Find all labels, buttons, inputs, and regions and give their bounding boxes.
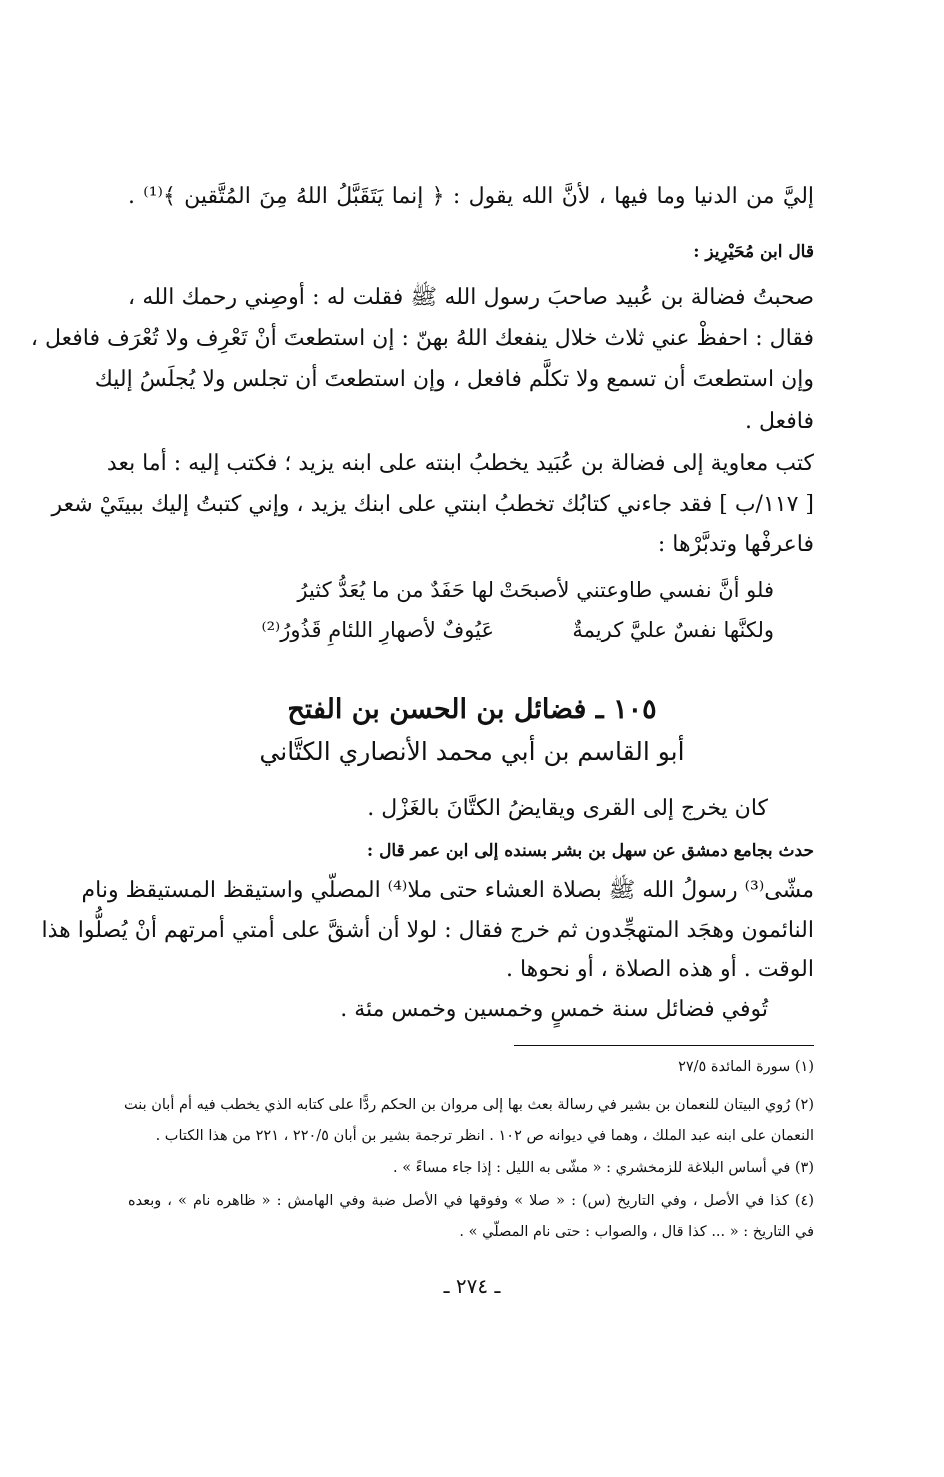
text-line: فاعرفْها وتدبَّرْها : [657,532,814,557]
poem-hemistich: فلو أنَّ نفسي طاوعتني لأصبحَتْ [499,578,774,602]
footnote: (١) سورة المائدة ٢٧/٥ [678,1059,814,1075]
text-line: فقال : احفظْ عني ثلاث خلال ينفعك اللهُ بهنّ : إن استطعتَ أنْ تَعْرِف ولا تُعْرَف فافعل ، [30,326,814,351]
text-line: فافعل . [745,409,814,434]
poem-hemistich: ولكنَّها نفسٌ عليَّ كريمةٌ [572,618,774,642]
footnote: (٤) كذا في الأصل ، وفي التاريخ (س) : « صلا » وفوقها في الأصل ضبة وفي الهامش : « ظاهره نام » ، وبعده [128,1193,814,1209]
text-line: تُوفي فضائل سنة خمسٍ وخمسين وخمس مئة . [340,997,768,1022]
entry-subtitle: أبو القاسم بن أبي محمد الأنصاري الكتَّاني [259,737,685,766]
footnote: (٢) رُوي البيتان للنعمان بن بشير في رسالة بعث بها إلى مروان بن الحكم ردًّا على كتابه الذي يخطب فيه أم أبان بنت [123,1097,814,1113]
text-line: إليَّ من الدنيا وما فيها ، لأنَّ الله يقول : ﴿ إنما يَتَقَبَّلُ اللهُ مِنَ المُتَّقين ﴾⁽¹⁾ . [128,184,815,209]
text-line: مشّى⁽³⁾ رسولُ الله ﷺ بصلاة العشاء حتى ملا⁽⁴⁾ المصلّي واستيقظ المستيقظ ونام [81,878,814,903]
footnote-separator [514,1045,814,1046]
text-line: الوقت . أو هذه الصلاة ، أو نحوها . [505,957,814,982]
poem-hemistich: لها حَفَدٌ من ما يُعَدُّ كثيرُ [297,578,494,602]
text-line: [ ١١٧/ب ] فقد جاءني كتابُك تخطبُ ابنتي على ابنك يزيد ، وإني كتبتُ إليك ببيتَيْ شعر [51,492,814,517]
text-line: النائمون وهجَد المتهجِّدون ثم خرج فقال : لولا أن أشقَّ على أمتي أمرتهم أنْ يُصلُّوا هذا [41,918,814,943]
text-line: صحبتُ فضالة بن عُبيد صاحبَ رسول الله ﷺ فقلت له : أوصِني رحمك الله ، [128,285,814,310]
footnote: النعمان على ابنه عبد الملك ، وهما في ديوانه ص ١٠٢ . انظر ترجمة بشير بن أبان ٢٢٠/٥ ، ٢٢١ من هذا الكتاب . [155,1128,814,1144]
entry-title: ١٠٥ ـ فضائل بن الحسن بن الفتح [287,694,657,725]
text-line: كان يخرج إلى القرى ويقايضُ الكتَّانَ بالغَزْل . [367,796,768,821]
footnote: (٣) في أساس البلاغة للزمخشري : « مشّى به الليل : إذا جاء مساءً » . [392,1160,814,1176]
poem-hemistich: عَيُوفٌ لأصهارِ اللئامِ قَذُورُ⁽²⁾ [261,618,494,642]
footnote: في التاريخ : « ... كذا قال ، والصواب : حتى نام المصلّي » . [459,1224,814,1240]
text-line: وإن استطعتَ أن تسمع ولا تكلَّم فافعل ، وإن استطعتَ أن تجلس ولا يُجلَسُ إليك [94,367,814,392]
narrator-heading: حدث بجامع دمشق عن سهل بن بشر بسنده إلى ابن عمر قال : [366,841,814,861]
page-number: ـ ٢٧٤ ـ [443,1274,501,1298]
text-line: كتب معاوية إلى فضالة بن عُبَيد يخطبُ ابنته على ابنه يزيد ؛ فكتب إليه : أما بعد [106,451,814,476]
narrator-heading: قال ابن مُحَيْرِيز : [693,242,814,262]
